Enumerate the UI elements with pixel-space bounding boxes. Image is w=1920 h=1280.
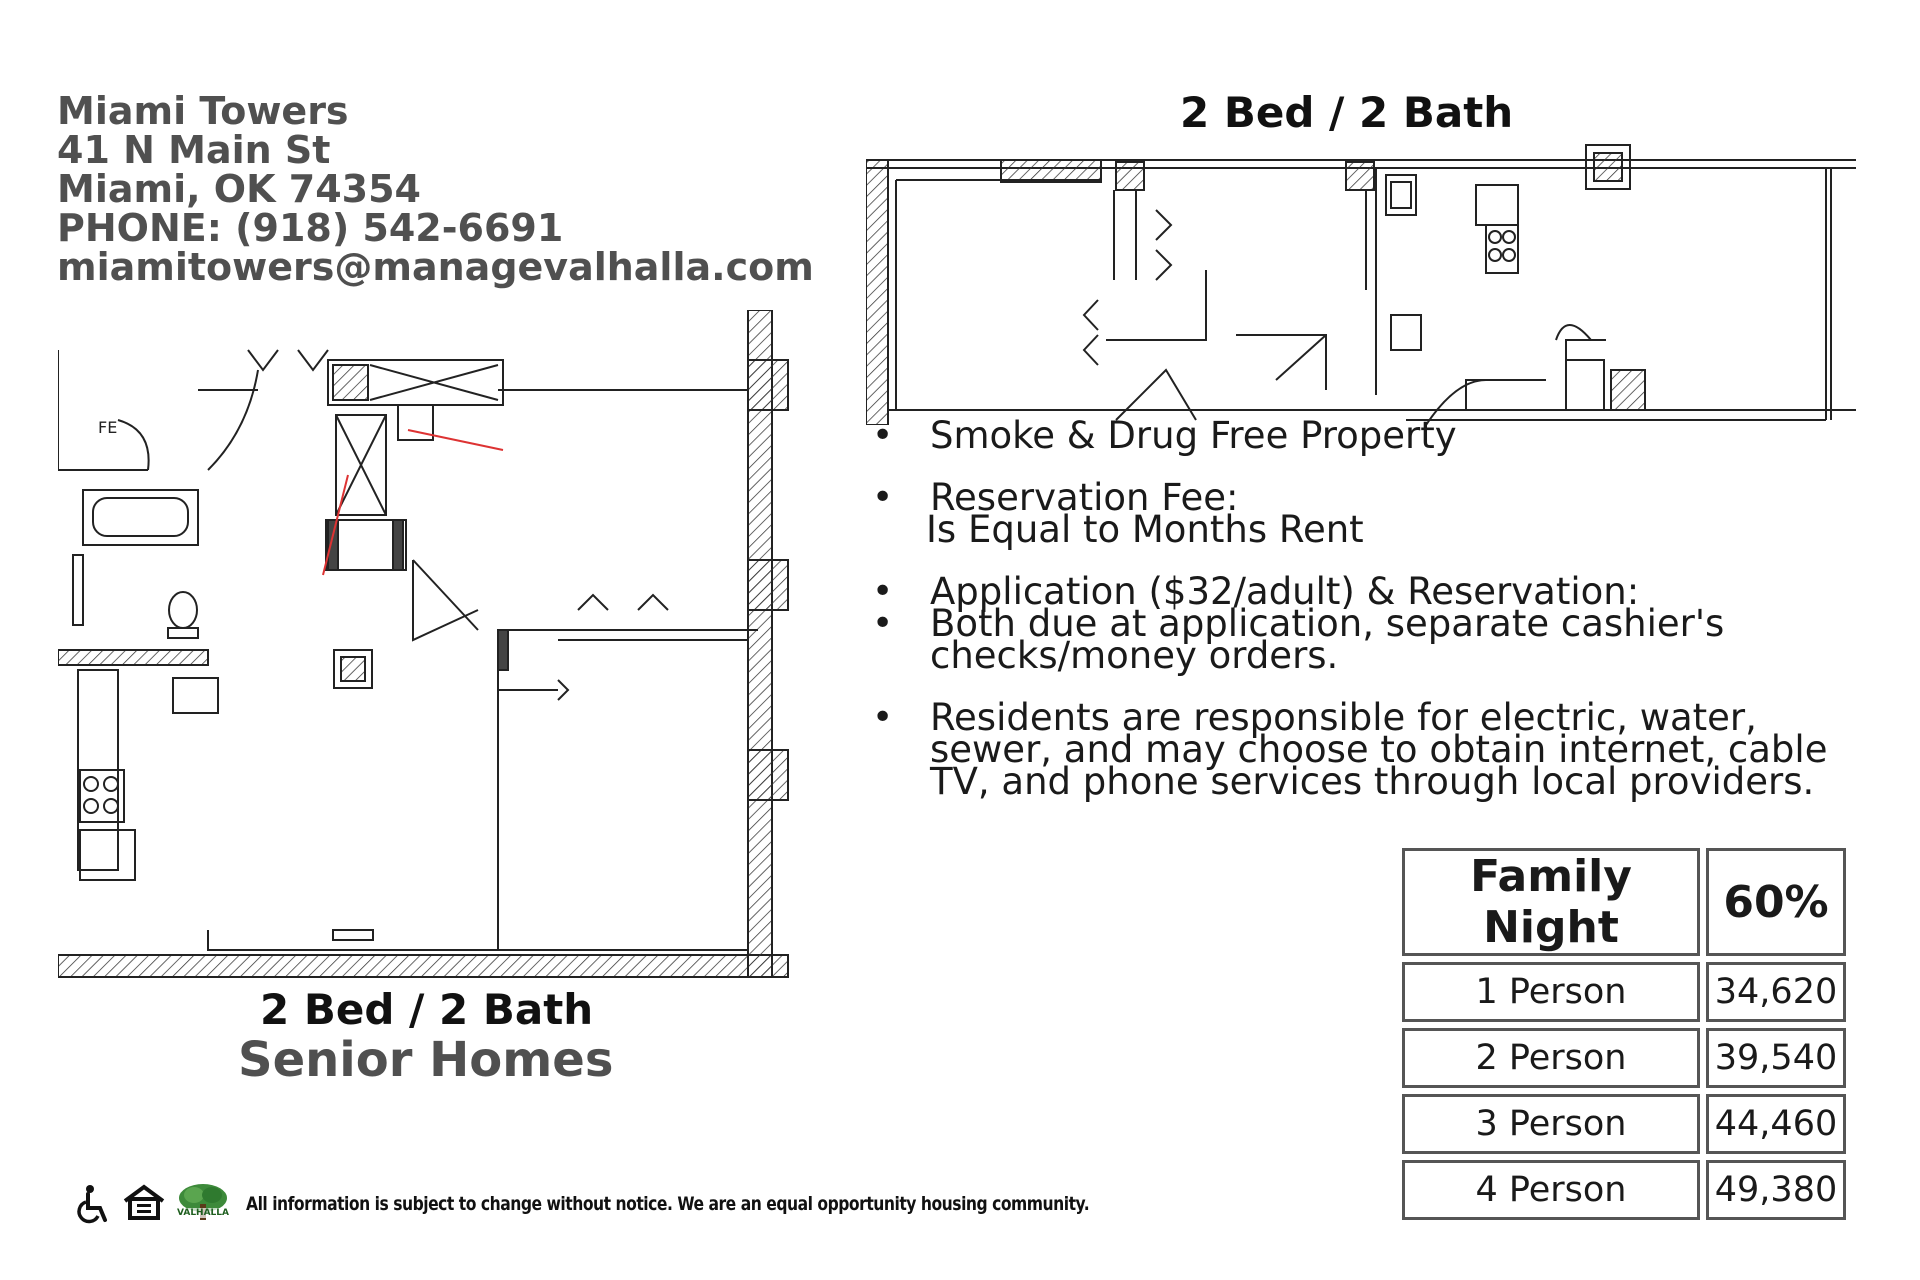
list-item: • Both due at application, separate cashier's checks/money orders. — [868, 608, 1868, 672]
left-plan-subtitle: Senior Homes — [238, 1032, 614, 1088]
list-item: • Smoke & Drug Free Property — [868, 420, 1868, 452]
street-address: 41 N Main St — [57, 128, 331, 172]
left-floor-plan — [58, 310, 793, 990]
table-cell-value: 44,460 — [1706, 1094, 1846, 1154]
table-cell-label: 4 Person — [1402, 1160, 1700, 1220]
disclaimer-text: All information is subject to change without notice. We are an equal opportunity housing community. — [246, 1193, 1090, 1215]
equal-housing-icon — [122, 1184, 166, 1224]
table-header-label: Family Night — [1402, 848, 1700, 956]
table-cell-value: 39,540 — [1706, 1028, 1846, 1088]
table-row — [1402, 1028, 1846, 1088]
table-cell-label: 1 Person — [1402, 962, 1700, 1022]
top-plan-title: 2 Bed / 2 Bath — [1180, 88, 1514, 137]
fire-extinguisher-label: FE — [98, 418, 118, 437]
list-item: • Residents are responsible for electric, water, sewer, and may choose to obtain internet, cable TV, and phone services through local providers. — [868, 702, 1868, 798]
table-header-value: 60% — [1706, 848, 1846, 956]
property-name: Miami Towers — [57, 89, 349, 133]
top-floor-plan — [866, 140, 1856, 425]
valhalla-logo-text: VALHALLA — [177, 1208, 229, 1218]
email-address: miamitowers@managevalhalla.com — [57, 245, 814, 289]
table-cell-value: 49,380 — [1706, 1160, 1846, 1220]
list-item: • Reservation Fee: Is Equal to Months Rent — [868, 482, 1868, 546]
property-info-list — [868, 414, 1868, 803]
list-item: • Application ($32/adult) & Reservation: — [868, 576, 1868, 608]
valhalla-tree-logo — [176, 1182, 230, 1226]
phone-number: PHONE: (918) 542-6691 — [57, 206, 564, 250]
left-plan-title: 2 Bed / 2 Bath — [260, 985, 594, 1034]
footer — [76, 1184, 1274, 1224]
wheelchair-accessible-icon — [76, 1184, 112, 1224]
table-row — [1402, 962, 1846, 1022]
income-limits-table — [1396, 842, 1852, 1226]
table-header-row — [1402, 848, 1846, 956]
table-cell-label: 2 Person — [1402, 1028, 1700, 1088]
city-state-zip: Miami, OK 74354 — [57, 167, 421, 211]
table-cell-label: 3 Person — [1402, 1094, 1700, 1154]
table-row — [1402, 1094, 1846, 1154]
contact-block — [57, 89, 814, 289]
table-cell-value: 34,620 — [1706, 962, 1846, 1022]
table-row — [1402, 1160, 1846, 1220]
